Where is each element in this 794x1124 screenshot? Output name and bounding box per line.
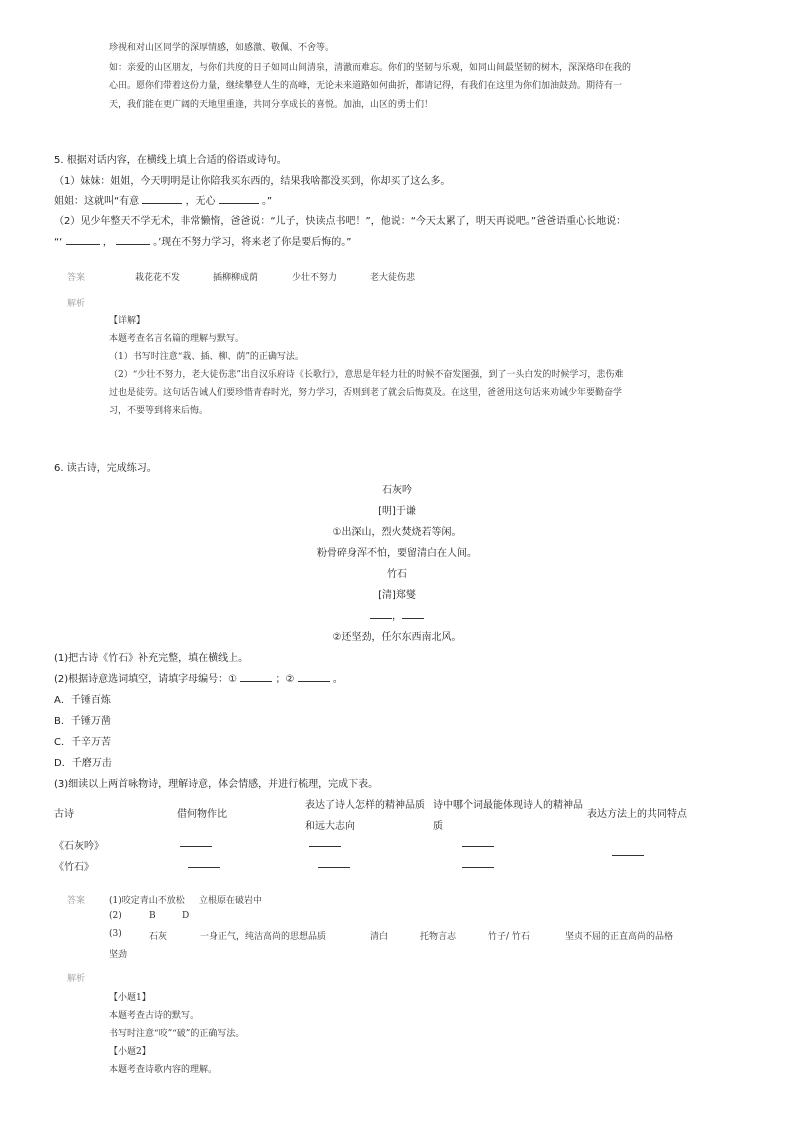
- table-blank[interactable]: [309, 846, 341, 847]
- q6-title: 6. 读古诗，完成练习。: [54, 463, 157, 474]
- q5-analysis-line: 本题考查名言名篇的理解与默写。: [109, 334, 245, 344]
- q5-answer-3: 少壮不努力: [292, 273, 338, 283]
- q6-blank-2[interactable]: [298, 671, 330, 682]
- intro-line-2: 如：亲爱的山区朋友，与你们共度的日子如同山间清泉，清澈而难忘。你们的坚韧与乐观，如同山间最坚韧的树木，深深烙印在我的: [109, 63, 632, 73]
- q6-answer-3-item: 竹子/ 竹石: [488, 932, 530, 942]
- poem2-comma: ，: [392, 611, 402, 622]
- q5-analysis-line: 【详解】: [109, 316, 146, 326]
- poem2-line-2-text: 还坚劲，任尔东西南北风。: [341, 632, 462, 643]
- q6-answer-3-item: 坚贞不屈的正直高尚的品格: [565, 932, 674, 942]
- q6-option-b: B．千锤万凿: [54, 716, 111, 727]
- table-blank[interactable]: [462, 867, 494, 868]
- q6-sub-2-c: 。: [332, 674, 343, 685]
- table-row-zhushi: 《竹石》: [54, 862, 94, 873]
- q5-part1: （1）妹妹：姐姐，今天明明是让你陪我买东西的，结果我啥都没买到，你却买了这么多。: [54, 176, 451, 187]
- q6-answer-label: 答案: [67, 896, 86, 906]
- q5-reply-b: ，无心: [185, 196, 216, 207]
- poem1-line-2: 粉骨碎身浑不怕，要留清白在人间。: [317, 548, 477, 559]
- table-blank[interactable]: [612, 855, 644, 856]
- q6-blank-1[interactable]: [240, 671, 272, 682]
- q6-answer-3-item: 石灰: [149, 932, 168, 942]
- q5-reply-a: 姐姐：这就叫“有意: [54, 196, 140, 207]
- poem1-author: [明]于谦: [378, 506, 416, 517]
- q6-option-c: C．千辛万苦: [54, 737, 111, 748]
- intro-line-3: 心田。愿你们带着这份力量，继续攀登人生的高峰，无论未来道路如何曲折，都请记得，有我们在这里为你们加油鼓劲。期待有一: [109, 81, 623, 91]
- q5-analysis-label: 解析: [67, 299, 86, 309]
- poem2-title: 竹石: [387, 569, 407, 580]
- q5-answer-2: 插柳柳成荫: [213, 273, 259, 283]
- q6-analysis-line: 【小题2】: [109, 1047, 151, 1057]
- poem2-line-1: [0, 607, 794, 622]
- table-header-poem: 古诗: [54, 809, 74, 820]
- table-header-word: 诗中哪个词最能体现诗人的精神品质: [433, 800, 583, 832]
- q6-answer-2-b: D: [182, 911, 190, 921]
- q6-analysis-line: 【小题1】: [109, 993, 151, 1003]
- q5-reply-c: 。”: [261, 196, 273, 207]
- intro-line-4: 天，我们能在更广阔的天地里重逢，共同分享成长的喜悦。加油，山区的勇士们！: [109, 100, 434, 110]
- poem2-line-2: [0, 628, 794, 643]
- q6-option-a: A．千锤百炼: [54, 695, 111, 706]
- table-row-shihuiyin: 《石灰吟》: [54, 841, 104, 852]
- q6-analysis-label: 解析: [67, 974, 86, 984]
- q6-sub-2-a: (2)根据诗意选词填空，请填字母编号：①: [54, 674, 238, 685]
- poem1-line-1-text: 出深山，烈火焚烧若等闲。: [341, 527, 462, 538]
- poem1-line-1: [0, 523, 794, 538]
- q6-sub-3: (3)细读以上两首咏物诗，理解诗意，体会情感，并进行梳理，完成下表。: [54, 779, 379, 790]
- poem2-blank-1[interactable]: [370, 608, 392, 619]
- q5-quote-c: 。’现在不努力学习，将来老了你是要后悔的。”: [153, 237, 352, 248]
- q6-answer-3-prefix: (3): [109, 929, 122, 939]
- table-blank[interactable]: [318, 867, 350, 868]
- q6-answer-1: (1)咬定青山不放松 立根原在破岩中: [109, 896, 263, 906]
- table-blank[interactable]: [180, 846, 212, 847]
- q5-part2-quote: [54, 233, 351, 248]
- q6-answer-3-cont: 坚劲: [109, 950, 128, 960]
- q5-title: 5. 根据对话内容，在横线上填上合适的俗语或诗句。: [54, 155, 287, 166]
- q6-analysis-line: 本题考查诗歌内容的理解。: [109, 1065, 218, 1075]
- q5-blank-1[interactable]: [142, 193, 182, 204]
- q6-answer-2-prefix: (2): [109, 911, 122, 921]
- q5-blank-2[interactable]: [219, 193, 259, 204]
- table-header-method: 表达方法上的共同特点: [587, 809, 687, 820]
- table-blank[interactable]: [462, 846, 494, 847]
- intro-line-1: 珍视和对山区同学的深厚情感，如感激、敬佩、不舍等。: [109, 43, 335, 53]
- q6-option-d: D．千磨万击: [54, 758, 112, 769]
- q5-blank-3[interactable]: [66, 234, 100, 245]
- table-blank[interactable]: [188, 867, 220, 868]
- poem2-mark: ②: [332, 632, 342, 643]
- q6-analysis-line: 书写时注意“咬”“破”的正确写法。: [109, 1029, 245, 1039]
- poem2-author: [清]郑燮: [378, 590, 416, 601]
- q6-answer-3-item: 一身正气，纯洁高尚的思想品质: [200, 932, 327, 942]
- q5-analysis-line: 过也是徒劳。这句话告诫人们要珍惜青春时光，努力学习，否则到老了就会后悔莫及。在这里，爸爸用这句话来劝诫少年要勤奋学: [109, 388, 623, 398]
- poem2-blank-2[interactable]: [402, 608, 424, 619]
- q6-analysis-line: 本题考查古诗的默写。: [109, 1011, 200, 1021]
- q5-part2: （2）见少年整天不学无术，非常懒惰，爸爸说：“儿子，快读点书吧！”，他说：“今天太累了，明天再说吧。”爸爸语重心长地说：: [54, 216, 627, 227]
- q5-part1-reply: [54, 192, 272, 207]
- q5-answer-1: 栽花花不发: [135, 273, 181, 283]
- q5-quote-a: “‘: [54, 237, 63, 248]
- table-header-object: 借何物作比: [177, 809, 227, 820]
- q6-sub-2: [54, 670, 343, 685]
- q5-analysis-line: （2）“少壮不努力，老大徒伤悲”出自汉乐府诗《长歌行》，意思是年轻力壮的时候不奋发图强，到了一头白发的时候学习，悲伤难: [109, 370, 624, 380]
- q6-answer-3-item: 清白: [370, 932, 389, 942]
- q5-blank-4[interactable]: [116, 234, 150, 245]
- q6-answer-3-item: 托物言志: [420, 932, 457, 942]
- poem1-title: 石灰吟: [382, 485, 412, 496]
- q5-quote-b: ，: [102, 237, 113, 248]
- q6-answer-2-a: B: [149, 911, 156, 921]
- q5-analysis-line: 习，不要等到将来后悔。: [109, 406, 209, 416]
- poem1-mark: ①: [332, 527, 342, 538]
- q6-sub-2-b: ；②: [275, 674, 295, 685]
- q5-answer-4: 老大徒伤悲: [370, 273, 416, 283]
- q5-analysis-line: （1）书写时注意“栽、插、柳、荫”的正确写法。: [109, 352, 304, 362]
- q5-answer-label: 答案: [67, 273, 86, 283]
- q6-sub-1: (1)把古诗《竹石》补充完整，填在横线上。: [54, 653, 249, 664]
- table-header-spirit: 表达了诗人怎样的精神品质和远大志向: [305, 800, 425, 832]
